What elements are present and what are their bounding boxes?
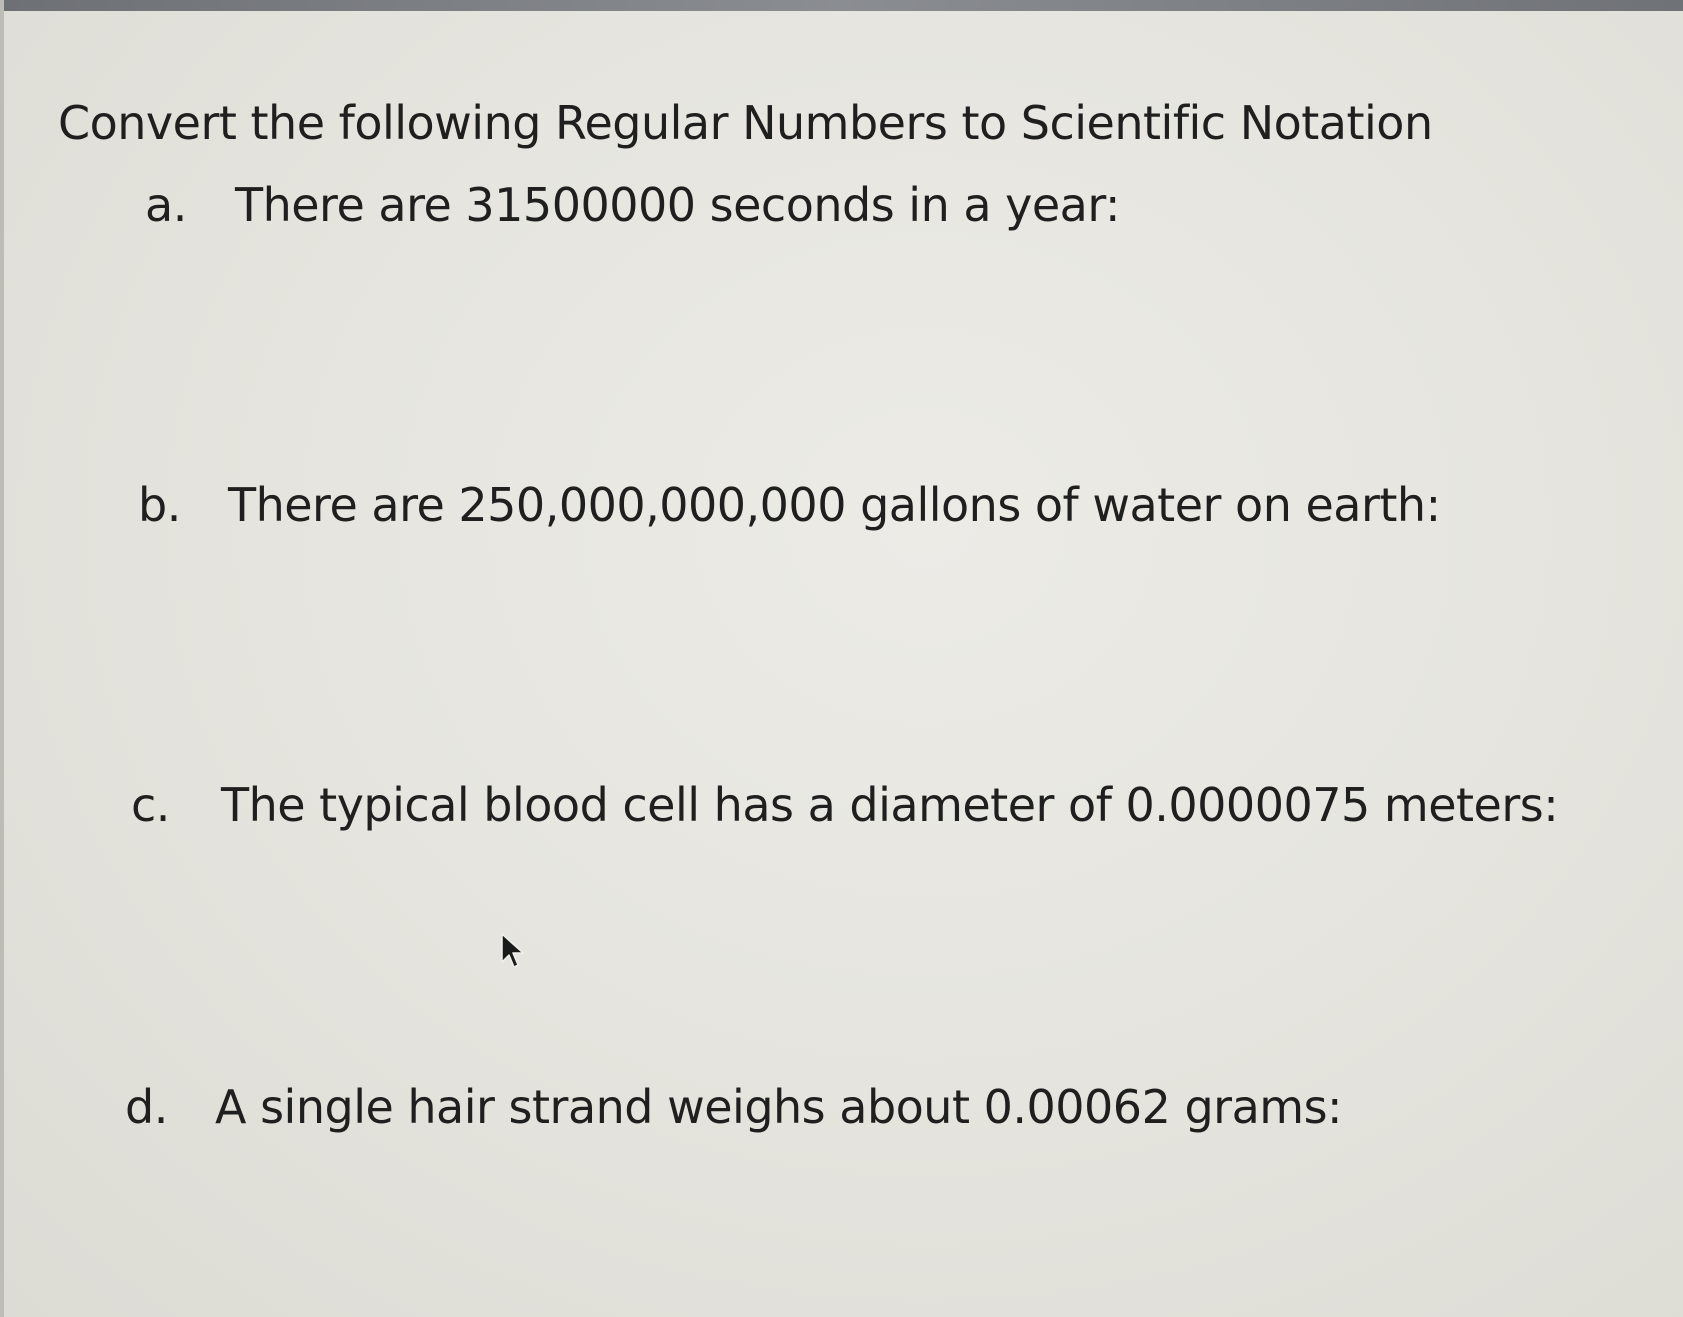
- question-b-letter: b.: [138, 478, 181, 532]
- question-b: [138, 478, 1441, 533]
- question-c-text: The typical blood cell has a diameter of 0.0000075 meters:: [221, 778, 1559, 832]
- question-d-letter: d.: [125, 1080, 168, 1134]
- question-a-letter: a.: [145, 178, 187, 232]
- question-c-letter: c.: [131, 778, 170, 832]
- question-d-text: A single hair strand weighs about 0.00062 grams:: [215, 1080, 1343, 1134]
- worksheet-heading: Convert the following Regular Numbers to Scientific Notation: [58, 96, 1433, 150]
- question-a: [145, 178, 1120, 233]
- monitor-left-bezel: [0, 0, 4, 1317]
- monitor-top-bezel: [0, 0, 1683, 11]
- question-d: [125, 1080, 1342, 1135]
- mouse-pointer-icon: [500, 932, 526, 972]
- question-c: [131, 778, 1558, 833]
- question-b-text: There are 250,000,000,000 gallons of water on earth:: [228, 478, 1441, 532]
- question-a-text: There are 31500000 seconds in a year:: [235, 178, 1120, 232]
